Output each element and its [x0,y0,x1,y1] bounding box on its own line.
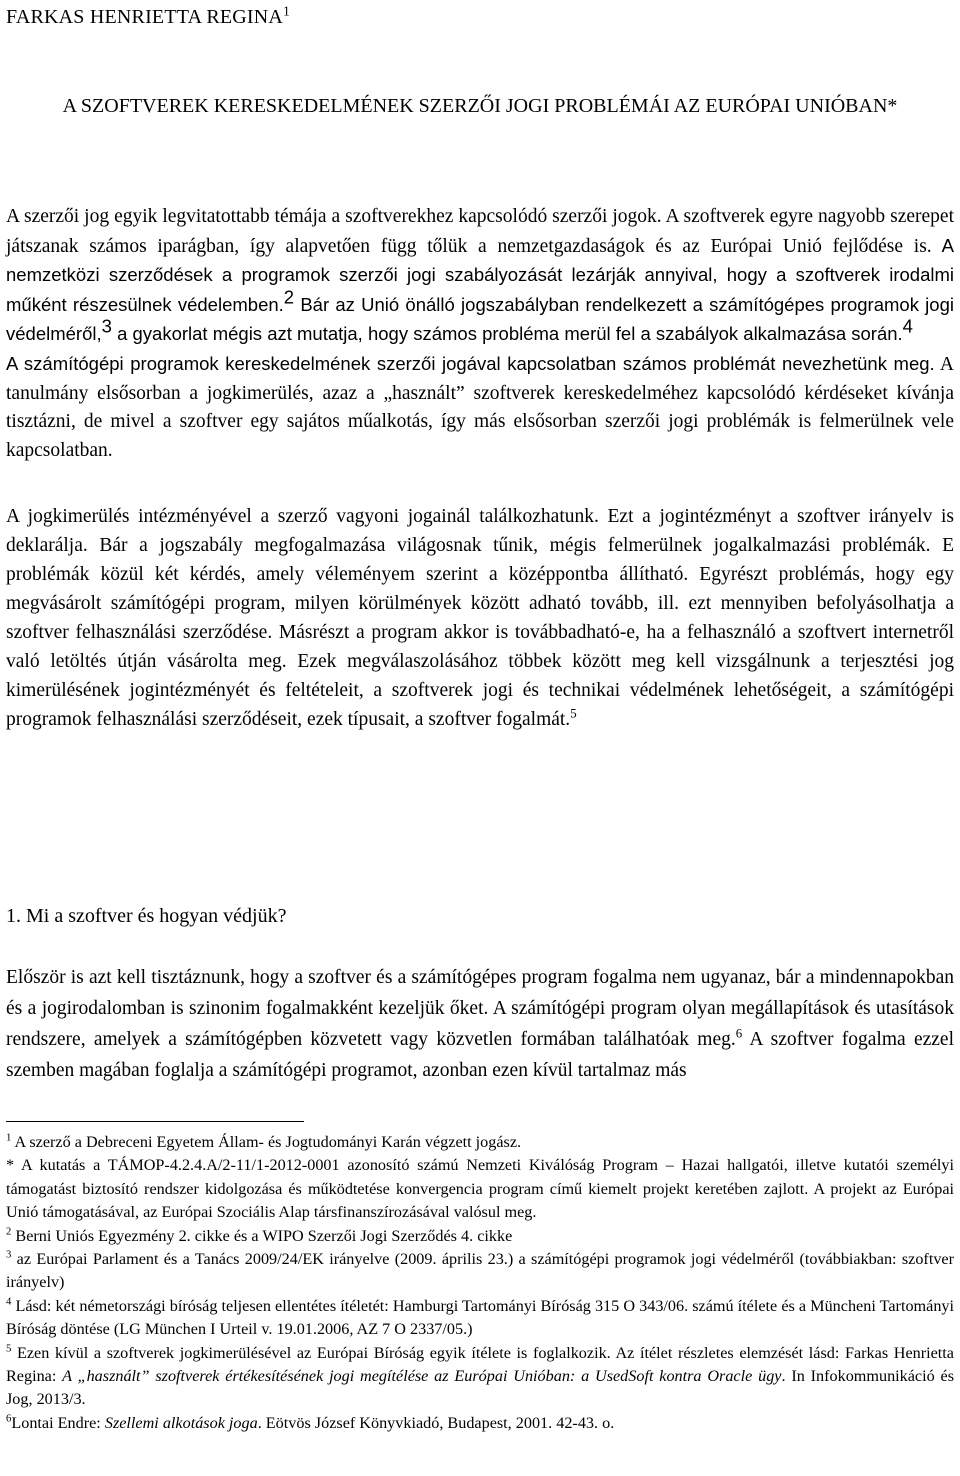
footnote-3-text: az Európai Parlament és a Tanács 2009/24/EK irányelve (2009. április 23.) a számítógépi programok jogi védelméről (továbbiakban: szoftver irányelv) [6,1250,954,1292]
footnote-ref-6[interactable]: 6 [735,1026,743,1041]
footnote-ref-1[interactable]: 1 [283,3,290,19]
footnote-5-text-pre: Ezen kívül a szoftverek jogkimerülésével az Európai Bíróság egyik ítélete is foglalkozik. Az ítélet részletes elemzését lásd: Farkas Henrietta Regina: [6,1343,954,1386]
intro-sentence-1: A szerzői jog egyik legvitatottabb témája a szoftverekhez kapcsolódó szerzői jogok. A szoftverek egyre nagyobb szerepet játszanak számos iparágban, így alapvetően függ tőlük a nemzetgazdaságok és az Európai Unió fejlődése is. [6,206,954,257]
footnote-divider [6,1121,304,1122]
footnote-ref-2[interactable]: 2 [283,286,295,308]
intro-sentence-7: A jogkimerülés intézményével a szerző vagyoni jogainál találkozhatunk. Ezt a jogintézményt a szoftver irányelv is deklarálja. Bár a jogszabály megfogalmazása világosnak tűnik, mégis felmerülnek jogalkalmazási problémák. E problémák közül két kérdés, amely véleményem szerint a középpontba állítható. Egyrészt problémás, hogy egy megvásárolt számítógépi program, milyen körülmények között adható tovább, ill. ezt mennyiben befolyásolhatja a szoftver felhasználási szerződése. Másrészt a program akkor is továbbadható-e, ha a felhasználó a szoftvert internetről való letöltés útján vásárolta meg. Ezek megválaszolásához többek között meg kell vizsgálnunk a terjesztési jog kimerülésének jogintézményét és feltételeit, a szoftverek jogi és technikai védelmének lehetőségeit, a számítógépi programok felhasználási szerződéseit, ezek típusait, a szoftver fogalmát. [6,506,954,730]
footnote-ref-5[interactable]: 5 [570,706,577,721]
footnote-2 [6,1225,954,1248]
section-heading-1: 1. Mi a szoftver és hogyan védjük? [6,905,287,927]
footnote-4-text: Lásd: két németországi bíróság teljesen ellentétes ítéletét: Hamburgi Tartományi Bíróság 315 O 343/06. számú ítélete és a Müncheni Tartományi Bíróság döntése (LG München I Urteil v. 19.01.2006, AZ 7 O 2337/05.) [6,1296,954,1339]
author-line [6,4,290,30]
section1-paragraph [6,962,954,1086]
footnote-6-book-title: Szellemi alkotások joga [104,1413,258,1432]
footnote-5-article-title: A „használt” szoftverek értékesítésének jogi megítélése az Európai Unióban: a UsedSoft kontra Oracle ügy [62,1367,782,1386]
footnote-mark-1: 1 [6,1131,12,1144]
footnote-6 [6,1412,954,1435]
footnote-ref-3[interactable]: 3 [101,315,112,337]
article-title: A SZOFTVEREK KERESKEDELMÉNEK SZERZŐI JOGI PROBLÉMÁI AZ EURÓPAI UNIÓBAN* [62,95,898,117]
intro-sentence-5: A számítógépi programok kereskedelmének szerzői jogával kapcsolatban számos problémát nevezhetünk meg. [6,352,935,374]
footnote-5 [6,1342,954,1412]
intro-sentence-2: A nemzetközi szerződések a programok szerzői jogi szabályozását lezárják annyival, hogy a szoftverek irodalmi műként részesülnek védelemben. [6,234,954,315]
footnotes [6,1131,954,1435]
footnote-mark-6: 6 [6,1412,12,1425]
footnote-5-text-post: . In Infokommunikáció és Jog, 2013/3. [6,1367,955,1409]
footnote-1-text: A szerző a Debreceni Egyetem Állam- és Jogtudományi Karán végzett jogász. [11,1133,522,1151]
section1-sentence-1: Először is azt kell tisztáznunk, hogy a szoftver és a számítógépes program fogalma nem ugyanaz, bár a mindennapokban és a jogirodalomban is szinonim fogalmakként kezeljük őket. A számítógépi program olyan megállapítások és utasítások rendszere, amelyek a számítógépben közvetett vagy közvetlen formában találhatóak meg. [6,967,954,1050]
intro-sentence-4: a gyakorlat mégis azt mutatja, hogy számos probléma merül fel a szabályok alkalmazása során. [111,323,903,345]
footnote-6-text-post: . Eötvös József Könyvkiadó, Budapest, 2001. 42-43. o. [257,1413,615,1432]
author-name: FARKAS HENRIETTA REGINA [6,6,284,28]
footnote-mark-2: 2 [6,1225,12,1238]
intro-sentence-6: A tanulmány elsősorban a jogkimerülés, azaz a „használt” szoftverek kereskedelméhez kapcsolódó kérdéseket kívánja tisztázni, de mivel a szoftver egy sajátos műalkotás, így más elsősorban szerzői jogi problémák is felmerülnek vele kapcsolatban. [6,353,955,461]
footnote-star: * A kutatás a TÁMOP-4.2.4.A/2-11/1-2012-0001 azonosító számú Nemzeti Kiválóság Program – Hazai hallgatói, illetve kutatói személyi támogatást biztosító rendszer kidolgozása és működtetése konvergencia program című kiemelt projekt keretében zajlott. A projekt az Európai Unió támogatásával, az Európai Szociális Alap társfinanszírozásával valósul meg. [6,1156,954,1222]
intro-paragraph-1 [6,203,954,465]
footnote-4 [6,1295,954,1342]
footnote-mark-5: 5 [6,1342,12,1355]
footnote-6-text-pre: Lontai Endre: [11,1413,105,1432]
footnote-mark-4: 4 [6,1295,12,1308]
intro-sentence-3: Bár az Unió önálló jogszabályban rendelkezett a számítógépes programok jogi védelméről, [6,293,954,345]
footnote-mark-3: 3 [6,1248,12,1261]
footnote-1 [6,1131,954,1154]
footnote-3 [6,1248,954,1295]
footnote-ref-4[interactable]: 4 [902,315,913,337]
footnote-2-text: Berni Uniós Egyezmény 2. cikke és a WIPO Szerzői Jogi Szerződés 4. cikke [11,1226,513,1245]
intro-paragraph-2 [6,502,954,734]
section1-sentence-2: A szoftver fogalma ezzel szemben magában foglalja a számítógépi programot, azonban ezen kívül tartalmaz más [6,1029,954,1081]
